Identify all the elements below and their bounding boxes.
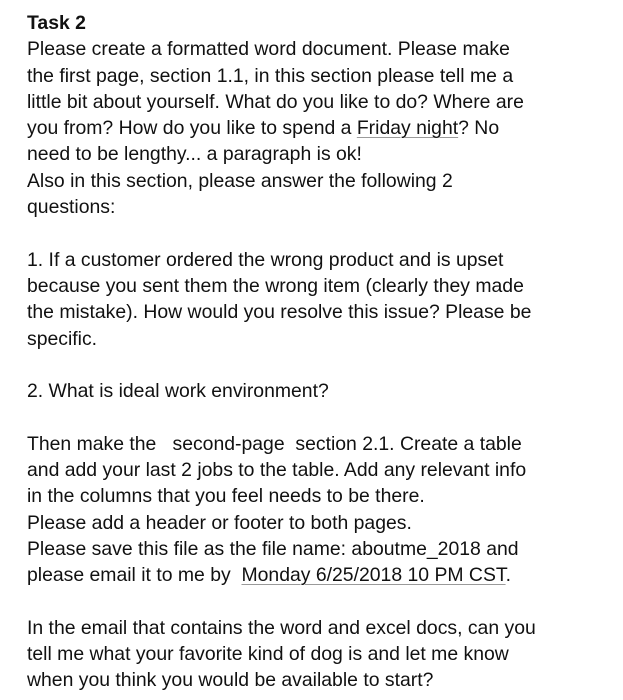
text-line: Please add a header or footer to both pages. [27,511,412,534]
text-segment: ? No [458,117,500,140]
text-line: specific. [27,327,98,350]
text-segment: please email it to me by [27,564,242,587]
text-line: the first page, section 1.1, in this section please tell me a [27,64,514,87]
question-2 [27,378,617,404]
question-1 [27,247,617,352]
text-line: the mistake). How would you resolve this issue? Please be [27,301,532,324]
text-line [27,562,617,588]
text-line: 1. If a customer ordered the wrong product and is upset [27,248,504,271]
friday-night-link[interactable]: Friday night [356,117,459,140]
text-line: and add your last 2 jobs to the table. Add any relevant info [27,459,527,482]
text-line: little bit about yourself. What do you like to do? Where are [27,90,524,113]
document-page [27,10,617,694]
text-line [27,115,617,141]
text-line: when you think you would be available to start? [27,669,434,692]
text-line: Then make the second-page section 2.1. Create a table [27,432,522,455]
spacer [27,352,617,378]
second-page-paragraph [27,431,617,589]
text-segment: . [505,564,511,587]
text-segment: you from? How do you like to spend a [27,117,357,140]
deadline-date-link[interactable]: Monday 6/25/2018 10 PM CST [241,564,506,587]
email-paragraph [27,615,617,694]
text-line: tell me what your favorite kind of dog is and let me know [27,643,509,666]
spacer [27,404,617,430]
text-line: Please save this file as the file name: aboutme_2018 and [27,537,519,560]
text-line: Please create a formatted word document. Please make [27,38,510,61]
text-line: Also in this section, please answer the following 2 [27,169,453,192]
intro-paragraph [27,36,617,220]
text-line: in the columns that you feel needs to be there. [27,485,425,508]
spacer [27,589,617,615]
task-title: Task 2 [27,12,86,34]
text-line: 2. What is ideal work environment? [27,380,329,403]
spacer [27,220,617,246]
text-line: In the email that contains the word and excel docs, can you [27,616,536,639]
text-line: because you sent them the wrong item (clearly they made [27,274,524,297]
text-line: questions: [27,196,116,219]
text-line: need to be lengthy... a paragraph is ok! [27,143,362,166]
